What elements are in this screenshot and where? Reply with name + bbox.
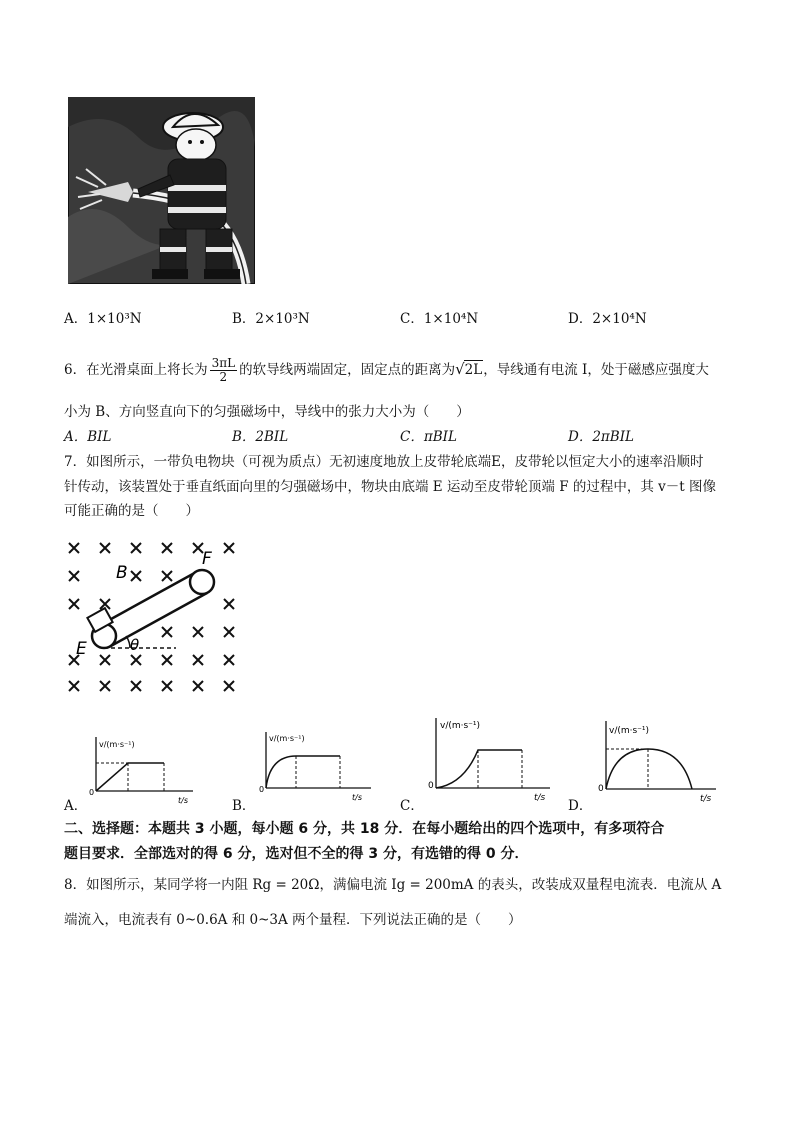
graph-c-v-label: v/(m·s⁻¹)	[440, 721, 481, 731]
q6-option-b: B．2BIL	[232, 429, 289, 445]
graph-d-v-label: v/(m·s⁻¹)	[609, 726, 650, 736]
q7-option-b: B．	[232, 798, 256, 814]
q6-option-d: D．2πBIL	[568, 429, 635, 445]
label-b: B	[116, 563, 128, 583]
field-cross-mark	[131, 681, 141, 691]
q6-fraction	[210, 357, 238, 384]
field-cross-mark	[162, 627, 172, 637]
question-8-line-1: 8．如图所示，某同学将一内阻 Rg = 20Ω，满偏电流 Ig = 200mA 的表头，改装成双量程电流表．电流从 A	[64, 877, 722, 893]
field-cross-mark	[224, 655, 234, 665]
graph-d-origin: 0	[598, 784, 604, 794]
field-cross-mark	[162, 681, 172, 691]
q6-prefix: 6．在光滑桌面上将长为	[64, 362, 208, 378]
label-f: F	[202, 549, 212, 569]
q6-suffix: ，导线通有电流 I，处于磁感应强度大	[483, 362, 709, 378]
question-7-line-3: 可能正确的是（ ）	[64, 503, 199, 519]
field-cross-mark	[100, 543, 110, 553]
label-e: E	[76, 639, 87, 659]
field-cross-mark	[193, 681, 203, 691]
field-cross-mark	[162, 655, 172, 665]
q6-option-a: A．BIL	[64, 429, 112, 445]
field-cross-mark	[131, 571, 141, 581]
q6-mid: 的软导线两端固定，固定点的距离为	[239, 362, 456, 378]
field-cross-mark	[131, 543, 141, 553]
field-cross-mark	[69, 571, 79, 581]
graph-b	[256, 728, 376, 806]
graph-d-t-label: t/s	[700, 794, 712, 804]
q6-fraction-numerator: 3πL	[211, 356, 236, 370]
q6-option-c: C．πBIL	[400, 429, 457, 445]
q5-option-a: A．1×10³N	[64, 311, 142, 327]
section-2-heading-line-2: 题目要求．全部选对的得 6 分，选对但不全的得 3 分，有选错的得 0 分．	[64, 846, 529, 862]
field-cross-mark	[224, 543, 234, 553]
q5-option-b: B．2×10³N	[232, 311, 310, 327]
field-cross-mark	[162, 571, 172, 581]
field-cross-mark	[69, 681, 79, 691]
field-cross-mark	[131, 655, 141, 665]
field-cross-mark	[224, 681, 234, 691]
graph-a-v-label: v/(m·s⁻¹)	[99, 740, 135, 749]
q7-option-d: D．	[568, 798, 593, 814]
graph-a	[88, 733, 198, 808]
section-2-heading-line-1: 二、选择题：本题共 3 小题，每小题 6 分，共 18 分．在每小题给出的四个选项中，有多项符合	[64, 821, 665, 837]
graph-c-t-label: t/s	[534, 793, 546, 803]
firefighter-illustration	[68, 97, 255, 284]
conveyor-magnetic-field-diagram	[64, 538, 244, 698]
graph-b-v-label: v/(m·s⁻¹)	[269, 734, 305, 743]
question-6-line-1	[64, 357, 709, 384]
field-cross-mark	[69, 543, 79, 553]
graph-c	[424, 714, 554, 806]
graph-d	[594, 717, 720, 805]
field-cross-mark	[224, 627, 234, 637]
graph-a-origin: 0	[89, 788, 95, 797]
q5-option-d: D．2×10⁴N	[568, 311, 647, 327]
pulley-f	[190, 570, 214, 594]
question-7-line-1: 7．如图所示，一带负电物块（可视为质点）无初速度地放上皮带轮底端E，皮带轮以恒定大小的速率沿顺时	[64, 454, 704, 470]
question-6-line-2: 小为 B、方向竖直向下的匀强磁场中，导线中的张力大小为（ ）	[64, 404, 470, 420]
question-8-line-2: 端流入，电流表有 0~0.6A 和 0~3A 两个量程．下列说法正确的是（ ）	[64, 912, 522, 928]
field-cross-mark	[193, 655, 203, 665]
field-cross-mark	[162, 543, 172, 553]
graph-b-t-label: t/s	[352, 793, 362, 802]
q6-fraction-denominator: 2	[219, 370, 228, 384]
q5-option-c: C．1×10⁴N	[400, 311, 479, 327]
field-cross-mark	[224, 599, 234, 609]
field-cross-mark	[69, 599, 79, 609]
field-cross-mark	[100, 655, 110, 665]
q6-sqrt-content: 2L	[464, 362, 483, 378]
sqrt-symbol: √	[455, 360, 465, 378]
field-cross-mark	[193, 627, 203, 637]
graph-b-origin: 0	[259, 785, 265, 794]
label-theta: θ	[130, 636, 140, 654]
question-7-line-2: 针传动，该装置处于垂直纸面向里的匀强磁场中，物块由底端 E 运动至皮带轮顶端 F 的过程中，其 v－t 图像	[64, 479, 717, 495]
graph-a-t-label: t/s	[178, 796, 188, 805]
q7-option-a: A．	[64, 798, 88, 814]
graph-c-origin: 0	[428, 781, 434, 791]
field-cross-mark	[100, 681, 110, 691]
q7-option-c: C．	[400, 798, 424, 814]
